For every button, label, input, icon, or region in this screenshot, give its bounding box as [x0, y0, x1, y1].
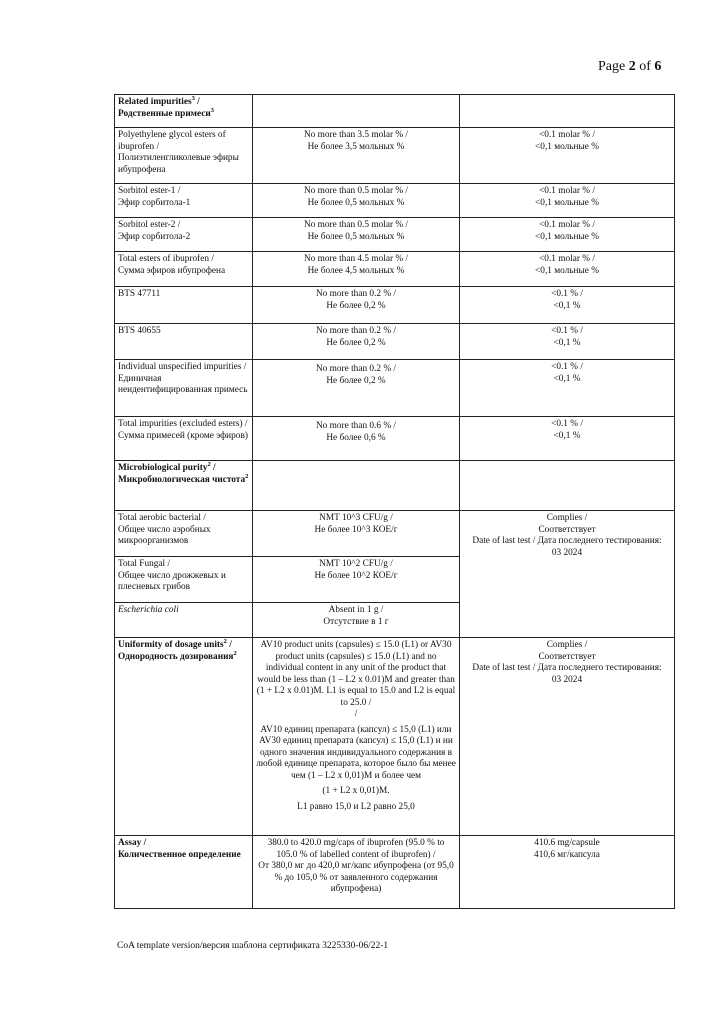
- test-name: BTS 40655: [115, 324, 253, 360]
- test-name: Sorbitol ester-1 / Эфир сорбитола-1: [115, 184, 253, 218]
- specification: No more than 0.6 % / Не более 0,6 %: [253, 417, 460, 461]
- test-name: Uniformity of dosage units$^2$ / Однородность дозирования$^2$: [115, 638, 253, 836]
- result: <0.1 molar % / <0,1 мольные %: [460, 252, 675, 287]
- section-title-ru: Микробиологическая чистота$^2$: [118, 472, 249, 485]
- specification: NMT 10^2 CFU/g / Не более 10^2 КОЕ/г: [253, 557, 460, 603]
- table-row: [115, 184, 675, 218]
- coa-results-table: [114, 94, 675, 909]
- test-name: Total aerobic bacterial / Общее число аэробных микроорганизмов: [115, 511, 253, 557]
- result: Complies / Соответствует Date of last test / Дата последнего тестирования: 03 2024: [460, 511, 675, 638]
- test-name: Polyethylene glycol esters of ibuprofen / Полиэтиленгликолевые эфиры ибупрофена: [115, 128, 253, 184]
- test-name: Total esters of ibuprofen / Сумма эфиров ибупрофена: [115, 252, 253, 287]
- table-row: [115, 128, 675, 184]
- specification: Absent in 1 g / Отсутствие в 1 г: [253, 603, 460, 638]
- page-number: Page 2 of 6: [598, 59, 662, 74]
- table-row: [115, 836, 675, 909]
- result: <0.1 % / <0,1 %: [460, 417, 675, 461]
- section-title-ru: Родственные примеси$^3$: [118, 106, 214, 119]
- result: Complies / Соответствует Date of last test / Дата последнего тестирования: 03 2024: [460, 638, 675, 836]
- result: <0.1 molar % / <0,1 мольные %: [460, 218, 675, 252]
- result: <0.1 molar % / <0,1 мольные %: [460, 128, 675, 184]
- table-row: [115, 324, 675, 360]
- specification: No more than 4.5 molar % / Не более 4,5 мольных %: [253, 252, 460, 287]
- table-row: [115, 218, 675, 252]
- table-row: [115, 252, 675, 287]
- table-row: [115, 417, 675, 461]
- specification: No more than 0.2 % / Не более 0,2 %: [253, 324, 460, 360]
- test-name: Assay / Количественное определение: [115, 836, 253, 909]
- specification: No more than 0.2 % / Не более 0,2 %: [253, 360, 460, 417]
- test-name: BTS 47711: [115, 287, 253, 324]
- table-row: [115, 511, 675, 557]
- section-title: Related impurities$^3$ /: [118, 94, 200, 107]
- table-row: [115, 638, 675, 836]
- result: <0.1 % / <0,1 %: [460, 287, 675, 324]
- specification: NMT 10^3 CFU/g / Не более 10^3 КОЕ/г: [253, 511, 460, 557]
- test-name: Total Fungal / Общее число дрожжевых и плесневых грибов: [115, 557, 253, 603]
- specification: AV10 product units (capsules) ≤ 15.0 (L1) or AV30 product units (capsules) ≤ 15.0 (L1) and no individual content in any unit of the product that would be less than (1 – L2 x 0.01)M and greater than (1 + L2 x 0.01)M. L1 is equal to 15.0 and L2 is equal to 25.0 / / AV10 единиц препарата (капсул) ≤ 15,0 (L1) или AV30 единиц препарата (капсул) ≤ 15,0 (L1) и ни одного значения индивидуального содержания в любой единице препарата, которое было бы менее чем (1 – L2 x 0,01)M и более чем (1 + L2 x 0,01)M. L1 равно 15,0 и L2 равно 25,0: [253, 638, 460, 836]
- section-title: Microbiological purity$^2$ /: [118, 460, 216, 473]
- test-name: Individual unspecified impurities / Единичная неидентифицированная примесь: [115, 360, 253, 417]
- result: <0.1 % / <0,1 %: [460, 360, 675, 417]
- test-name: Sorbitol ester-2 / Эфир сорбитола-2: [115, 218, 253, 252]
- result: <0.1 molar % / <0,1 мольные %: [460, 184, 675, 218]
- specification: No more than 3.5 molar % / Не более 3,5 мольных %: [253, 128, 460, 184]
- specification: 380.0 to 420.0 mg/caps of ibuprofen (95.0 % to 105.0 % of labelled content of ibuprofen) / От 380,0 мг до 420,0 мг/капс ибупрофена (от 95,0 % до 105,0 % от заявленного содержания ибупрофена): [253, 836, 460, 909]
- section-row-microbiological-purity: [115, 461, 675, 511]
- footer-template-version: CoA template version/версия шаблона сертификата 3225330-06/22-1: [117, 941, 389, 951]
- test-name: Total impurities (excluded esters) / Сумма примесей (кроме эфиров): [115, 417, 253, 461]
- result: <0.1 % / <0,1 %: [460, 324, 675, 360]
- table-row: [115, 360, 675, 417]
- table-row: [115, 287, 675, 324]
- result: 410.6 mg/capsule 410,6 мг/капсула: [460, 836, 675, 909]
- specification: No more than 0.5 molar % / Не более 0,5 мольных %: [253, 218, 460, 252]
- specification: No more than 0.2 % / Не более 0,2 %: [253, 287, 460, 324]
- test-name: Escherichia coli: [115, 603, 253, 638]
- section-row-related-impurities: [115, 95, 675, 128]
- specification: No more than 0.5 molar % / Не более 0,5 мольных %: [253, 184, 460, 218]
